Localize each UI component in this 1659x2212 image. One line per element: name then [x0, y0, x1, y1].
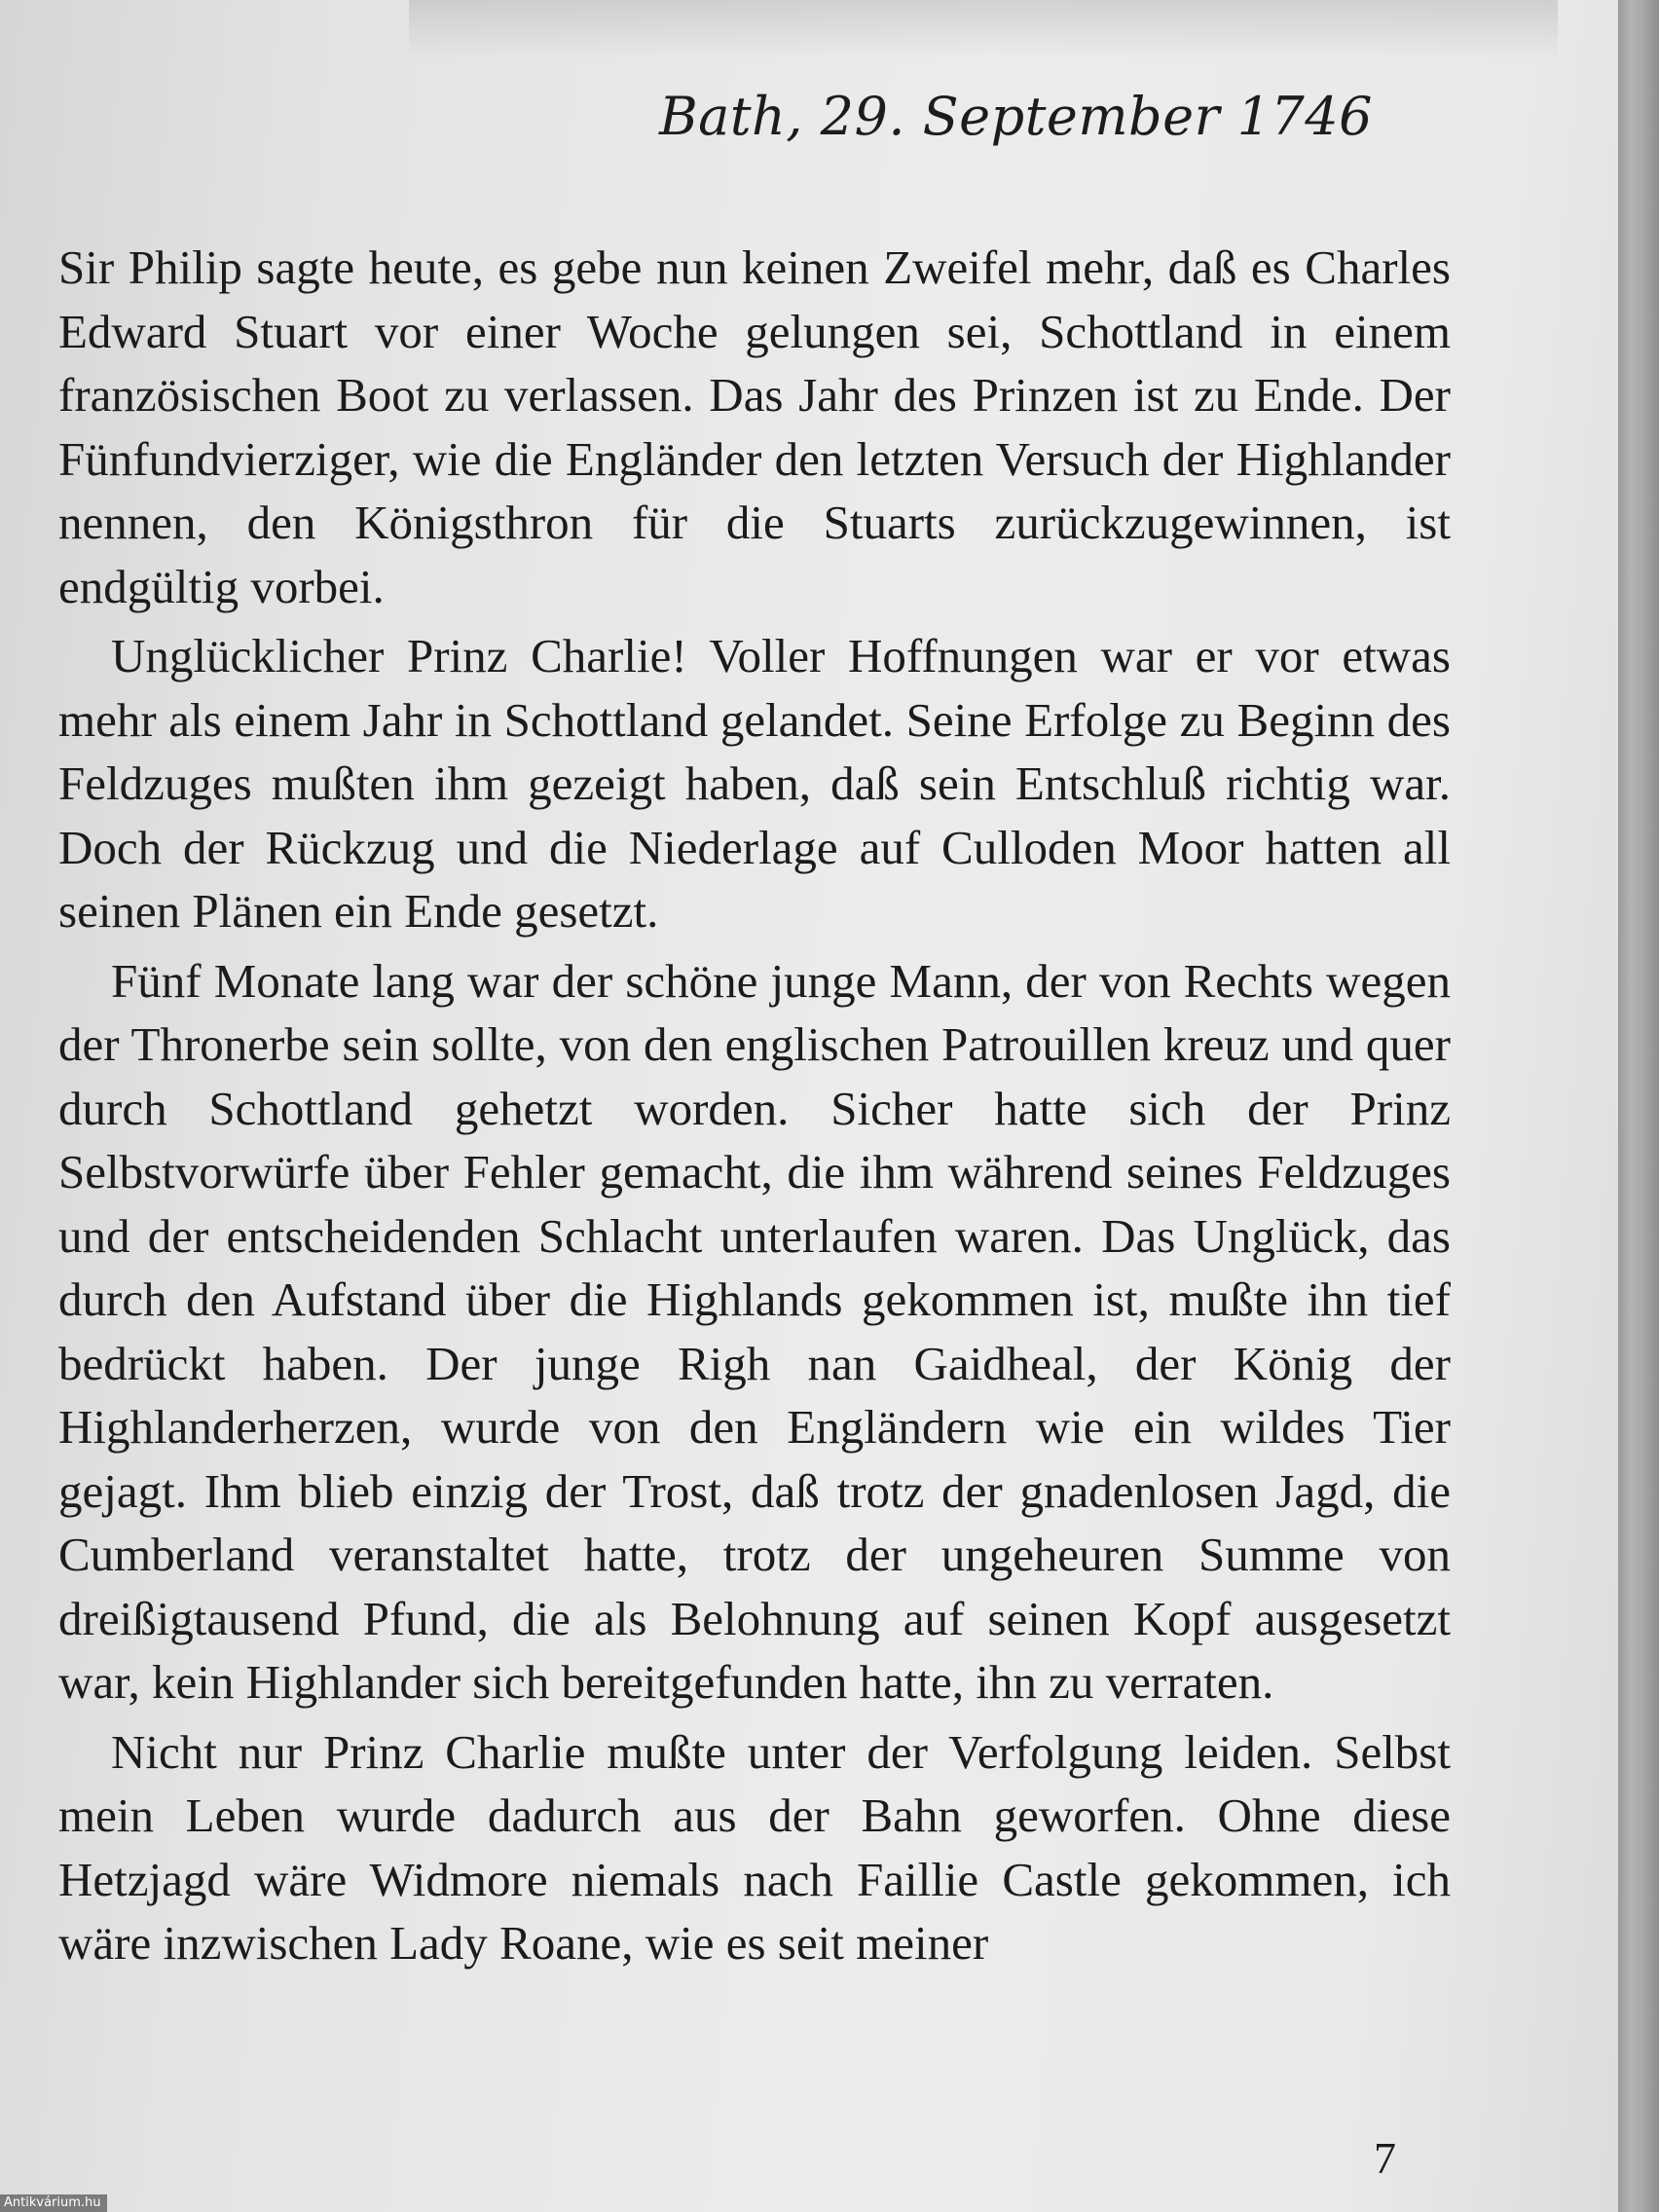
watermark-label: Antikvárium.hu [0, 2194, 107, 2212]
body-text [58, 236, 1451, 1981]
paragraph-4: Nicht nur Prinz Charlie mußte unter der Verfolgung leiden. Selbst mein Leben wurde dadurch aus der Bahn geworfen. Ohne diese Hetzjagd wäre Widmore niemals nach Faillie Castle gekommen, ich wäre inzwischen Lady Roane, wie es seit meiner [58, 1724, 1451, 1970]
letter-dateline: Bath, 29. September 1746 [658, 86, 1373, 147]
paragraph-2: Unglücklicher Prinz Charlie! Voller Hoffnungen war er vor etwas mehr als einem Jahr in Schottland gelandet. Seine Erfolge zu Beginn des Feldzuges mußten ihm gezeigt haben, daß sein Entschluß richtig war. Doch der Rückzug und die Niederlage auf Culloden Moor hatten all seinen Plänen ein Ende gesetzt. [58, 629, 1451, 938]
paragraph-1: Sir Philip sagte heute, es gebe nun keinen Zweifel mehr, daß es Charles Edward Stuart vor einer Woche gelungen sei, Schottland in einem französischen Boot zu verlassen. Das Jahr des Prinzen ist zu Ende. Der Fünfundvierziger, wie die Engländer den letzten Versuch der Highlander nennen, den Königsthron für die Stuarts zurückzugewinnen, ist endgültig vorbei. [58, 240, 1451, 613]
book-gutter-edge [1618, 0, 1659, 2212]
page-number: 7 [1374, 2133, 1396, 2183]
paragraph-3: Fünf Monate lang war der schöne junge Mann, der von Rechts wegen der Thronerbe sein sollte, von den englischen Patrouillen kreuz und quer durch Schottland gehetzt worden. Sicher hatte sich der Prinz Selbstvorwürfe über Fehler gemacht, die ihm während seines Feldzuges und der entscheidenden Schlacht unterlaufen waren. Das Unglück, das durch den Aufstand über die Highlands gekommen ist, mußte ihn tief bedrückt haben. Der junge Righ nan Gaidheal, der König der Highlanderherzen, wurde von den Engländern wie ein wildes Tier gejagt. Ihm blieb einzig der Trost, daß trotz der gnadenlosen Jagd, die Cumberland veranstaltet hatte, trotz der ungeheuren Summe von dreißigtausend Pfund, die als Belohnung auf seinen Kopf ausgesetzt war, kein Highlander sich bereitgefunden hatte, ihn zu verraten. [58, 953, 1451, 1709]
show-through-shadow [409, 0, 1558, 58]
